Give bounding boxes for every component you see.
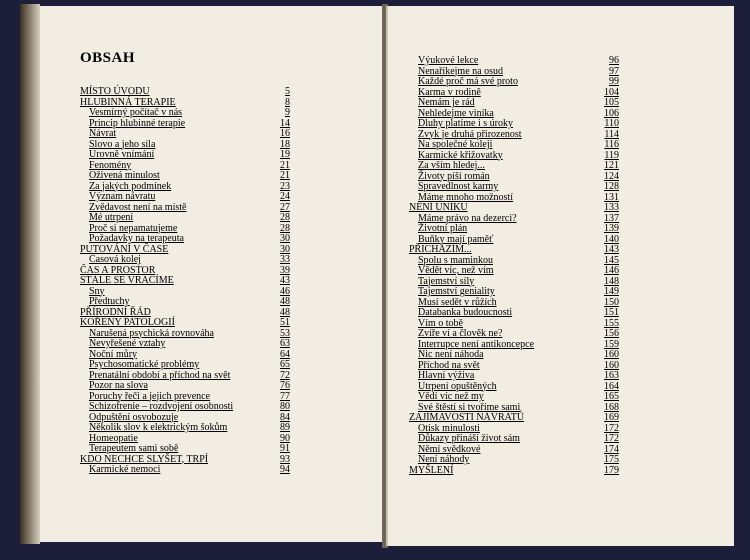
toc-entry [409,245,619,256]
toc-entry-title: Máme mnoho možností [418,191,513,203]
toc-entry-page: 179 [604,464,619,476]
toc-entry-title: Hlavní výživa [418,370,475,381]
toc-entry [409,224,619,235]
toc-entry [409,308,619,319]
toc-entry-title: STÁLE SE VRACÍME [80,275,174,286]
toc-entry [80,150,290,161]
toc-entry-page: 139 [604,223,619,234]
toc-entry-title: Časová kolej [89,254,141,265]
toc-entry-title: Zvědavost není na místě [89,201,187,213]
toc-entry-page: 72 [280,369,290,381]
toc-entry-page: 53 [280,327,290,339]
toc-entry-title: Poruchy řeči a jejich prevence [89,390,211,402]
toc-entry-page: 96 [609,55,619,66]
toc-entry-title: Nevyřešené vztahy [89,338,166,349]
toc-entry [409,140,619,151]
toc-entry-title: Zvíře ví a člověk ne? [418,328,503,339]
toc-entry-page: 143 [604,244,619,255]
toc-entry [80,360,290,371]
toc-entry-page: 80 [280,401,290,412]
toc-entry-title: Nic není náhoda [418,349,484,360]
toc-entry-title: Životní plán [418,223,468,234]
toc-entry-page: 172 [604,433,619,444]
toc-entry-title: Databanka budoucnosti [418,307,513,318]
toc-entry-page: 39 [280,264,290,276]
toc-entry-page: 159 [604,338,619,350]
toc-entry-page: 131 [604,191,619,203]
toc-entry-page: 9 [285,107,290,118]
toc-entry-page: 33 [280,254,290,265]
toc-entry-page: 174 [604,443,619,455]
toc-entry [80,255,290,266]
toc-entry [80,213,290,224]
toc-entry-page: 46 [280,285,290,297]
toc-entry [409,371,619,382]
toc-entry-title: Návrat [89,128,117,139]
toc-entry-page: 168 [604,401,619,413]
toc-entry-title: Karmické nemoci [89,464,161,475]
toc-entry-title: PŘICHÁZÍM... [409,244,472,255]
toc-entry-page: 21 [280,159,290,171]
toc-entry-title: Důkazy přináší život sám [418,433,520,444]
toc-entry [80,87,290,98]
toc-entry-page: 76 [280,380,290,391]
toc-entry [409,182,619,193]
toc-entry-title: Vím o tobě [418,317,463,329]
toc-entry-page: 24 [280,191,290,202]
toc-entry-title: Noční můry [89,348,138,360]
toc-entry-title: PUTOVÁNÍ V ČASE [80,243,169,255]
toc-entry-title: Sny [89,285,105,297]
toc-entry [409,466,619,477]
toc-entry-title: KOŘENY PATOLOGIÍ [80,317,175,328]
toc-entry-page: 16 [280,128,290,139]
toc-entry-title: Interrupce není antikoncepce [418,338,535,350]
toc-entry-title: Spolu s maminkou [418,254,494,266]
toc-entry-title: Několik slov k elektrickým šokům [89,422,228,433]
toc-entry-page: 155 [604,317,619,329]
toc-entry-page: 19 [280,149,290,160]
toc-entry [80,108,290,119]
toc-entry-page: 160 [604,349,619,360]
toc-entry-page: 149 [604,286,619,297]
toc-entry-title: Zvyk je druhá přirozenost [418,128,522,140]
toc-entry-page: 160 [604,359,619,371]
toc-entry-page: 164 [604,380,619,392]
toc-entry-page: 23 [280,180,290,192]
toc-entry-title: Pozor na slova [89,380,148,391]
toc-entry-title: Nenaříkejme na osud [418,65,503,77]
toc-entry-title: Slovo a jeho síla [89,138,156,150]
toc-entry-page: 146 [604,265,619,276]
toc-entry-page: 172 [604,422,619,434]
toc-entry [409,266,619,277]
toc-entry-page: 110 [604,118,619,129]
toc-entry-page: 48 [280,296,290,307]
toc-entry-page: 175 [604,454,619,465]
toc-entry [80,423,290,434]
toc-entry-title: Terapeutem sami sobě [89,443,179,454]
toc-entry-page: 151 [604,307,619,318]
toc-entry-title: Výukové lekce [418,55,479,66]
toc-entry-title: Dluhy platíme i s úroky [418,118,513,129]
toc-entry-page: 114 [604,128,619,140]
toc-entry-title: Prenatální období a příchod na svět [89,369,231,381]
toc-entry-page: 165 [604,391,619,402]
toc-entry-title: Proč si nepamatujeme [89,222,178,234]
toc-entry-page: 30 [280,243,290,255]
toc-entry-title: Vědí víc než my [418,391,484,402]
toc-entry [80,297,290,308]
toc-entry [409,98,619,109]
toc-entry-page: 84 [280,411,290,423]
toc-entry [409,329,619,340]
toc-entry-page: 30 [280,233,290,244]
toc-entry-page: 93 [280,453,290,465]
toc-entry-title: Oživená minulost [89,170,160,181]
toc-entry-title: Každé proč má své proto [418,76,518,87]
toc-entry [80,192,290,203]
toc-entry-title: Za vším hledej... [418,160,485,171]
toc-entry [409,455,619,466]
toc-entry-title: HLUBINNÁ TERAPIE [80,96,176,108]
toc-entry-title: Životy píší román [418,170,490,182]
toc-entry-title: Příchod na svět [418,359,480,371]
toc-entry-title: Za jakých podmínek [89,180,172,192]
toc-entry-page: 133 [604,202,619,213]
toc-entry [409,119,619,130]
toc-entry-title: Karma v rodině [418,86,481,98]
toc-entry-page: 48 [280,306,290,318]
toc-entry-title: Otisk minulosti [418,422,480,434]
toc-entry-title: Karmické křižovatky [418,149,503,161]
toc-entry [80,171,290,182]
toc-entry-page: 89 [280,422,290,433]
toc-entry-title: Požadavky na terapeuta [89,233,184,244]
toc-entry-title: Úrovně vnímání [89,149,155,160]
toc-entry-page: 8 [285,96,290,108]
toc-entry-title: Své štěstí si tvoříme sami [418,401,521,413]
toc-entry-page: 43 [280,275,290,286]
toc-entry-page: 116 [604,139,619,150]
toc-entry-title: Na společné koleji [418,139,493,150]
toc-entry-page: 63 [280,338,290,349]
toc-entry-page: 97 [609,65,619,77]
toc-entry-title: Odpuštění osvobozuje [89,411,179,423]
toc-entry-page: 65 [280,359,290,370]
toc-entry-page: 64 [280,348,290,360]
toc-entry-page: 21 [280,170,290,181]
toc-entry-title: Utrpení opuštěných [418,380,497,392]
toc-entry-title: MÍSTO ÚVODU [80,86,150,97]
toc-entry-page: 124 [604,170,619,182]
toc-entry-title: Nemám je rád [418,97,475,108]
toc-entry-title: NENÍ ÚNIKU [409,202,468,213]
toc-entry [409,161,619,172]
toc-entry-page: 140 [604,233,619,245]
toc-entry-page: 91 [280,443,290,454]
toc-entry-title: Tajemství geniality [418,286,495,297]
toc-entry-title: Schizofrenie – rozdvojení osobnosti [89,401,234,412]
toc-entry [80,444,290,455]
toc-entry-title: Spravedlnost karmy [418,181,499,192]
toc-entry-title: Vědět víc, než vím [418,265,494,276]
toc-entry-title: Němí svědkové [418,443,481,455]
toc-entry-page: 90 [280,432,290,444]
toc-entry-title: Princip hlubinné terapie [89,117,186,129]
toc-entry-page: 18 [280,138,290,150]
toc-entry-page: 28 [280,222,290,234]
page-title: OBSAH [80,50,136,66]
toc-entry-page: 99 [609,76,619,87]
toc-entry-page: 150 [604,296,619,308]
toc-entry-title: MYŠLENÍ [409,464,454,476]
toc-entry [409,350,619,361]
toc-entry-page: 119 [604,149,619,161]
toc-entry-title: Význam návratu [89,191,156,202]
toc-entry-page: 5 [285,86,290,97]
toc-entry-page: 145 [604,254,619,266]
toc-entry-title: Buňky mají paměť [418,233,494,245]
toc-right-column [409,56,619,476]
toc-entry-page: 77 [280,390,290,402]
toc-entry-title: Není náhody [418,454,470,465]
toc-entry [80,318,290,329]
toc-entry [409,203,619,214]
toc-entry [409,434,619,445]
toc-entry-page: 14 [280,117,290,129]
toc-entry-page: 27 [280,201,290,213]
toc-entry-title: Předtuchy [89,296,130,307]
toc-entry-page: 137 [604,212,619,224]
toc-entry [409,287,619,298]
toc-entry [80,234,290,245]
toc-entry-page: 94 [280,464,290,475]
toc-entry-page: 104 [604,86,619,98]
toc-entry [409,77,619,88]
toc-entry [409,56,619,67]
toc-entry-title: ZAJÍMAVOSTI NÁVRATŮ [409,412,525,423]
toc-entry-page: 148 [604,275,619,287]
toc-entry-title: Mé utrpení [89,212,134,223]
toc-entry [80,402,290,413]
toc-entry [80,381,290,392]
toc-entry-page: 28 [280,212,290,223]
toc-entry-page: 169 [604,412,619,423]
toc-entry-title: Tajemství síly [418,275,475,287]
toc-entry-page: 128 [604,181,619,192]
toc-entry-title: Musí sedět v růžích [418,296,497,308]
book-edge-left [20,4,40,544]
toc-entry-title: Psychosomatické problémy [89,359,200,370]
toc-entry-title: PŘÍRODNÍ ŘÁD [80,306,151,318]
toc-entry-title: Vesmírný počítač v nás [89,107,183,118]
toc-entry-page: 121 [604,160,619,171]
toc-entry-title: KDO NECHCE SLYŠET, TRPÍ [80,453,209,465]
toc-entry-page: 106 [604,107,619,119]
toc-left-column [80,87,290,476]
toc-entry-title: Nehledejme viníka [418,107,494,119]
toc-entry-title: Máme právo na dezerci? [418,212,517,224]
toc-entry [80,339,290,350]
toc-entry [409,413,619,424]
toc-entry [80,129,290,140]
toc-entry-page: 51 [280,317,290,328]
toc-entry [80,465,290,476]
toc-entry-title: Narušená psychická rovnováha [89,327,214,339]
toc-entry [409,392,619,403]
toc-entry-page: 163 [604,370,619,381]
toc-entry-page: 156 [604,328,619,339]
toc-entry-title: ČAS A PROSTOR [80,264,156,276]
toc-entry-page: 105 [604,97,619,108]
toc-entry-title: Homeopatie [89,432,138,444]
toc-entry [80,276,290,287]
toc-entry-title: Fenomény [89,159,132,171]
